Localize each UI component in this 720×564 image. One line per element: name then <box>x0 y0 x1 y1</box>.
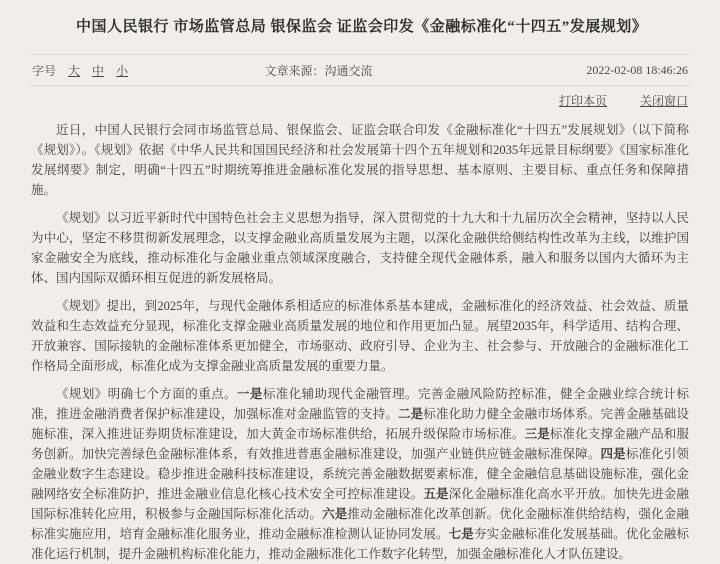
article-paragraph <box>31 384 689 564</box>
paragraph-text-segment: 夯实金融标准化发展基础。优化金融标准化运行机制，提升金融机构标准化能力，推动金融标准化工作数字化转型，加强金融标准化人才队伍建设。 <box>31 526 689 561</box>
paragraph-text-segment: 深化金融标准化高水平开放。加快先进金融国际标准转化应用，积极参与金融国际标准化活动。 <box>31 486 689 521</box>
paragraph-text-segment: 标准化辅助现代金融管理。完善金融风险防控标准，健全金融业综合统计标准，推进金融消费者保护标准建设，加强标准对金融监管的支持。 <box>31 386 689 421</box>
paragraph-text-segment: 《规划》以习近平新时代中国特色社会主义思想为指导，深入贯彻党的十九大和十九届历次全会精神，坚持以人民为中心，坚定不移贯彻新发展理念，以支撑金融业高质量发展为主题，以深化金融供给侧结构性改革为主线，以维护国家金融安全为底线，推动标准化与金融业重点领域深度融合，支持健全现代金融体系，融入和服务以国内大循环为主体、国内国际双循环相互促进的新发展格局。 <box>31 210 689 285</box>
page-actions <box>31 86 689 109</box>
font-size-label: 字号 <box>32 63 57 78</box>
font-size-large-link[interactable]: 大 <box>68 63 81 78</box>
paragraph-bold-segment: 三是 <box>524 426 550 441</box>
paragraph-bold-segment: 六是 <box>322 506 348 521</box>
article-paragraph <box>31 208 689 288</box>
paragraph-text-segment: 《规划》明确七个方面的重点。 <box>56 386 237 401</box>
paragraph-bold-segment: 七是 <box>448 526 474 541</box>
source-value: 沟通交流 <box>324 63 373 78</box>
paragraph-bold-segment: 二是 <box>398 406 424 421</box>
page-title: 中国人民银行 市场监管总局 银保监会 证监会印发《金融标准化“十四五”发展规划》 <box>76 19 648 35</box>
meta-bar <box>31 54 689 86</box>
article-source <box>225 62 496 79</box>
close-window-link[interactable]: 关闭窗口 <box>639 93 688 108</box>
article-paragraph <box>31 120 689 200</box>
font-size-control <box>32 62 225 79</box>
source-label: 文章来源： <box>264 63 325 78</box>
paragraph-text-segment: 推动金融标准化改革创新。优化金融标准供给结构，强化金融标准实施应用，培育金融标准化服务业，推动金融标准检测认证协同发展。 <box>31 506 689 541</box>
paragraph-bold-segment: 四是 <box>600 446 626 461</box>
paragraph-text-segment: 《规划》提出，到2025年，与现代金融体系相适应的标准体系基本建成，金融标准化的经济效益、社会效益、质量效益和生态效益充分显现，标准化支撑金融业高质量发展的地位和作用更加凸显。展望2035年，科学适用、结构合理、开放兼容、国际接轨的金融标准体系更加健全，市场驱动、政府引导、企业为主、社会参与、开放融合的金融标准化工作格局全面形成，标准化成为支撑金融业高质量发展的重要力量。 <box>31 298 689 373</box>
font-size-small-link[interactable]: 小 <box>116 63 129 78</box>
print-page-link[interactable]: 打印本页 <box>558 93 607 108</box>
article-paragraph <box>31 296 689 376</box>
paragraph-bold-segment: 五是 <box>423 486 449 501</box>
font-size-medium-link[interactable]: 中 <box>92 63 105 78</box>
paragraph-bold-segment: 一是 <box>236 386 263 401</box>
paragraph-text-segment: 近日，中国人民银行会同市场监管总局、银保监会、证监会联合印发《金融标准化“十四五”发展规划》（以下简称《规划》）。《规划》依据《中华人民共和国国民经济和社会发展第十四个五年规划和2035年远景目标纲要》《国家标准化发展纲要》制定，明确“十四五”时期统筹推进金融标准化发展的指导思想、基本原则、主要目标、重点任务和保障措施。 <box>31 122 689 197</box>
article-body <box>31 120 689 564</box>
paragraph-text-segment: 标准化引领金融业数字生态建设。稳步推进金融科技标准建设，系统完善金融数据要素标准，健全金融信息基础设施标准，强化金融网络安全标准防护，推进金融业信息化核心技术安全可控标准建设。 <box>31 446 689 501</box>
paragraph-text-segment: 标准化支撑金融产品和服务创新。加快完善绿色金融标准体系，有效推进普惠金融标准建设，加强产业链供应链金融标准保障。 <box>31 426 689 461</box>
paragraph-text-segment: 标准化助力健全金融市场体系。完善金融基础设施标准，深入推进证券期货标准建设，加大黄金市场标准供给，拓展升级保险市场标准。 <box>31 406 689 441</box>
publish-timestamp: 2022-02-08 18:46:26 <box>586 62 688 77</box>
